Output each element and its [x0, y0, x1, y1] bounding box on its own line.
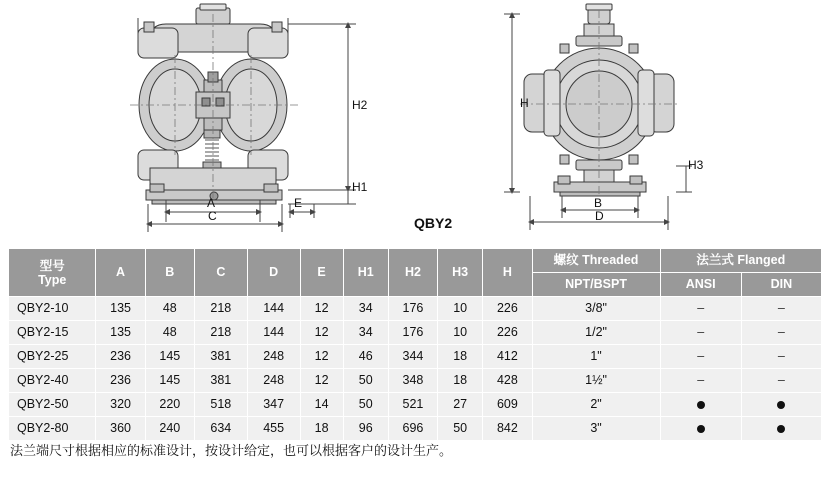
cell-b: 220	[145, 393, 194, 417]
din-available-dot	[777, 425, 785, 433]
cell-d: 248	[247, 345, 300, 369]
dimension-table-wrap	[8, 248, 822, 441]
dim-label-h3: H3	[688, 158, 704, 172]
header-col-h1: H1	[343, 249, 388, 297]
header-col-e: E	[300, 249, 343, 297]
header-din: DIN	[741, 273, 821, 297]
cell-c: 381	[194, 369, 247, 393]
header-model-cn: 型号	[39, 258, 65, 273]
cell-a: 360	[96, 417, 145, 441]
cell-h1: 50	[343, 369, 388, 393]
header-col-c: C	[194, 249, 247, 297]
dim-label-h: H	[520, 96, 529, 110]
cell-a: 236	[96, 345, 145, 369]
cell-model: QBY2-10	[9, 297, 96, 321]
cell-ansi	[660, 417, 741, 441]
dim-label-h1: H1	[352, 180, 368, 194]
cell-e: 18	[300, 417, 343, 441]
cell-h2: 176	[388, 297, 437, 321]
dim-label-a: A	[207, 196, 216, 210]
table-row	[9, 369, 822, 393]
ansi-available-dot	[697, 425, 705, 433]
cell-b: 145	[145, 345, 194, 369]
dim-label-c: C	[208, 209, 217, 223]
cell-npt: 1"	[532, 345, 660, 369]
cell-e: 14	[300, 393, 343, 417]
cell-d: 347	[247, 393, 300, 417]
cell-h: 428	[483, 369, 532, 393]
cell-model: QBY2-15	[9, 321, 96, 345]
cell-h2: 344	[388, 345, 437, 369]
cell-h2: 176	[388, 321, 437, 345]
table-header-row-1	[9, 249, 822, 273]
cell-b: 48	[145, 321, 194, 345]
cell-model: QBY2-50	[9, 393, 96, 417]
header-model	[9, 249, 96, 297]
cell-h2: 348	[388, 369, 437, 393]
cell-model: QBY2-40	[9, 369, 96, 393]
cell-h1: 46	[343, 345, 388, 369]
din-available-dot	[777, 401, 785, 409]
cell-h3: 10	[438, 321, 483, 345]
cell-b: 145	[145, 369, 194, 393]
cell-h3: 18	[438, 345, 483, 369]
cell-npt: 3/8"	[532, 297, 660, 321]
cell-d: 248	[247, 369, 300, 393]
dim-label-e: E	[294, 196, 303, 210]
cell-din: –	[741, 345, 821, 369]
dim-label-h2: H2	[352, 98, 368, 112]
cell-h: 842	[483, 417, 532, 441]
cell-a: 320	[96, 393, 145, 417]
cell-din	[741, 417, 821, 441]
cell-c: 381	[194, 345, 247, 369]
cell-d: 144	[247, 297, 300, 321]
cell-h2: 696	[388, 417, 437, 441]
cell-model: QBY2-25	[9, 345, 96, 369]
table-row	[9, 393, 822, 417]
cell-h1: 96	[343, 417, 388, 441]
cell-a: 236	[96, 369, 145, 393]
cell-ansi: –	[660, 321, 741, 345]
drawing-title: QBY2	[414, 215, 453, 231]
header-threaded: 螺纹 Threaded	[532, 249, 660, 273]
cell-model: QBY2-80	[9, 417, 96, 441]
cell-c: 218	[194, 321, 247, 345]
cell-a: 135	[96, 321, 145, 345]
cell-e: 12	[300, 369, 343, 393]
header-model-en: Type	[38, 272, 67, 287]
table-row	[9, 417, 822, 441]
cell-h1: 34	[343, 297, 388, 321]
pump-side-view-drawing	[500, 0, 830, 238]
cell-d: 144	[247, 321, 300, 345]
table-row	[9, 345, 822, 369]
cell-b: 240	[145, 417, 194, 441]
cell-c: 518	[194, 393, 247, 417]
cell-c: 218	[194, 297, 247, 321]
cell-h1: 34	[343, 321, 388, 345]
cell-h: 226	[483, 321, 532, 345]
ansi-available-dot	[697, 401, 705, 409]
cell-din: –	[741, 321, 821, 345]
cell-npt: 2"	[532, 393, 660, 417]
dimension-table	[8, 248, 822, 441]
table-row	[9, 297, 822, 321]
cell-npt: 3"	[532, 417, 660, 441]
cell-ansi: –	[660, 297, 741, 321]
header-col-a: A	[96, 249, 145, 297]
cell-din: –	[741, 297, 821, 321]
header-col-h: H	[483, 249, 532, 297]
cell-npt: 1½"	[532, 369, 660, 393]
cell-e: 12	[300, 297, 343, 321]
header-npt-bspt: NPT/BSPT	[532, 273, 660, 297]
header-col-h2: H2	[388, 249, 437, 297]
dim-label-b: B	[594, 196, 603, 210]
cell-e: 12	[300, 321, 343, 345]
cell-c: 634	[194, 417, 247, 441]
header-col-h3: H3	[438, 249, 483, 297]
cell-a: 135	[96, 297, 145, 321]
dim-label-d: D	[595, 209, 604, 223]
cell-ansi: –	[660, 345, 741, 369]
table-row	[9, 321, 822, 345]
cell-h1: 50	[343, 393, 388, 417]
technical-drawing-area	[0, 0, 830, 238]
table-body	[9, 297, 822, 441]
header-col-b: B	[145, 249, 194, 297]
header-ansi: ANSI	[660, 273, 741, 297]
cell-h3: 18	[438, 369, 483, 393]
header-flanged: 法兰式 Flanged	[660, 249, 821, 273]
cell-din	[741, 393, 821, 417]
cell-npt: 1/2"	[532, 321, 660, 345]
cell-ansi: –	[660, 369, 741, 393]
cell-h3: 27	[438, 393, 483, 417]
cell-h3: 50	[438, 417, 483, 441]
cell-din: –	[741, 369, 821, 393]
cell-h2: 521	[388, 393, 437, 417]
header-col-d: D	[247, 249, 300, 297]
cell-e: 12	[300, 345, 343, 369]
cell-d: 455	[247, 417, 300, 441]
cell-ansi	[660, 393, 741, 417]
cell-h: 412	[483, 345, 532, 369]
footnote: 法兰端尺寸根据相应的标准设计，按设计给定，也可以根据客户的设计生产。	[10, 443, 453, 458]
table-head	[9, 249, 822, 297]
cell-b: 48	[145, 297, 194, 321]
cell-h: 226	[483, 297, 532, 321]
cell-h3: 10	[438, 297, 483, 321]
cell-h: 609	[483, 393, 532, 417]
